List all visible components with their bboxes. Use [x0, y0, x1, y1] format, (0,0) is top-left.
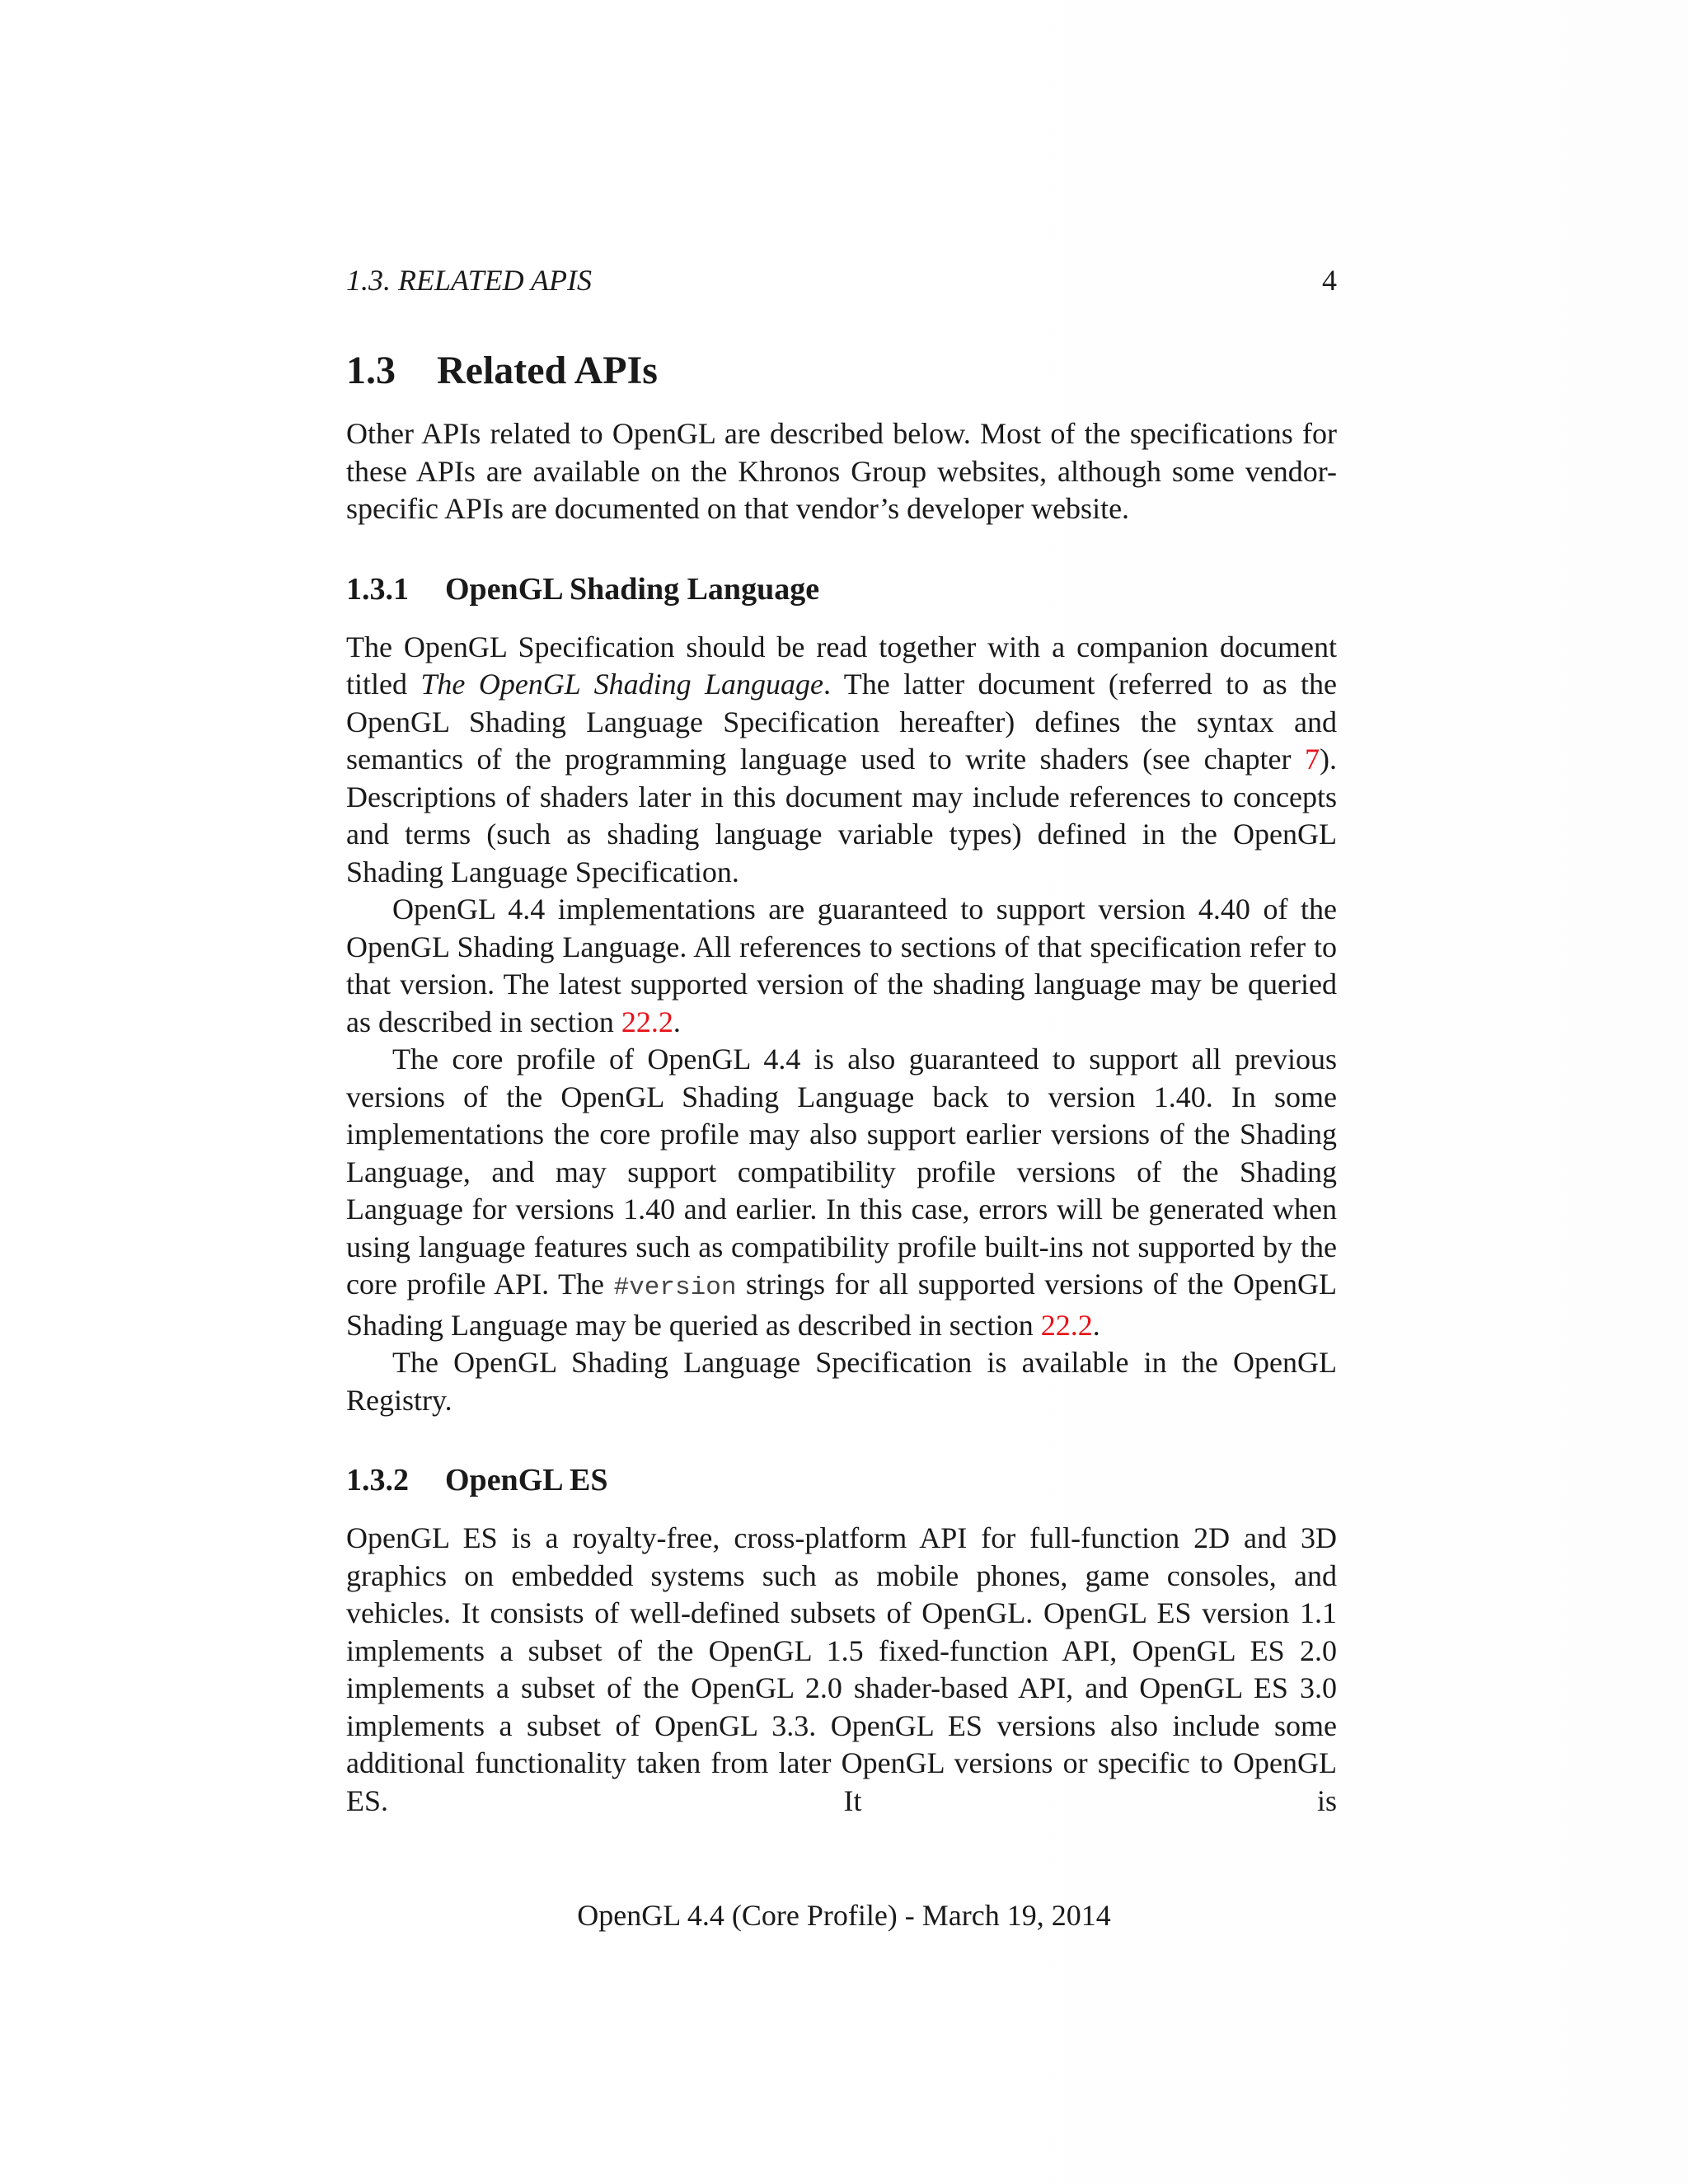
subsection-number: 1.3.2 [346, 1463, 409, 1497]
glsl-p3-text-c: . [1092, 1308, 1100, 1342]
glsl-paragraph-4: The OpenGL Shading Language Specification is available in the OpenGL Registry. [346, 1346, 1337, 1417]
chapter-7-link[interactable]: 7 [1305, 743, 1320, 776]
glsl-spec-title: The OpenGL Shading Language [420, 668, 823, 701]
page-content [346, 346, 1337, 1820]
glsl-p2-text-a: OpenGL 4.4 implementations are guaranteed to support version 4.40 of the OpenGL Shading Language. All references to sections of that specification refer to that version. The latest supported version of the shading language may be queried as described in section [346, 893, 1337, 1038]
version-directive-code: #version [613, 1273, 737, 1302]
glsl-paragraph-1 [346, 629, 1337, 892]
glsl-p1-text-c: ). Descriptions of shaders later in this document may include references to concepts and terms (such as shading language variable types) defined in the OpenGL Shading Language Specification. [346, 743, 1337, 888]
section-heading [346, 346, 1337, 396]
subsection-heading-shading-language [346, 569, 1337, 609]
section-title: Related APIs [437, 349, 658, 392]
glsl-p3-text-b: strings for all supported versions of the OpenGL Shading Language may be queried as described in section [346, 1268, 1337, 1342]
running-title: 1.3. RELATED APIS [346, 264, 592, 297]
section-number: 1.3 [346, 349, 396, 392]
section-22-2-link[interactable]: 22.2 [1040, 1308, 1093, 1342]
glsl-p1-text-a: The OpenGL Specification should be read together with a companion document titled [346, 630, 1337, 701]
glsl-p2-text-b: . [673, 1005, 681, 1038]
glsl-p1-text-b: . The latter document (referred to as the OpenGL Shading Language Specification hereafter) defines the syntax and semantics of the programming language used to write shaders (see chapter [346, 668, 1337, 776]
glsl-paragraph-3 [346, 1041, 1337, 1344]
subsection-heading-opengl-es [346, 1460, 1337, 1500]
opengl-es-paragraph-1: OpenGL ES is a royalty-free, cross-platform API for full-function 2D and 3D graphics on embedded systems such as mobile phones, game consoles, and vehicles. It consists of well-defined subsets of OpenGL. OpenGL ES version 1.1 implements a subset of the OpenGL 1.5 fixed-function API, OpenGL ES 2.0 implements a subset of the OpenGL 2.0 shader-based API, and OpenGL ES 3.0 implements a subset of OpenGL 3.3. OpenGL ES versions also include some additional functionality taken from later OpenGL versions or specific to OpenGL ES. It is [346, 1521, 1337, 1817]
page-footer: OpenGL 4.4 (Core Profile) - March 19, 2014 [577, 1899, 1111, 1932]
section-22-2-link[interactable]: 22.2 [621, 1005, 673, 1038]
subsection-title: OpenGL ES [445, 1463, 608, 1497]
glsl-paragraph-2 [346, 891, 1337, 1041]
page-number: 4 [1322, 264, 1337, 297]
running-header [346, 262, 1337, 298]
section-intro-paragraph: Other APIs related to OpenGL are described below. Most of the specifications for these APIs are available on the Khronos Group websites, although some vendor-specific APIs are documented on that vendor’s developer website. [346, 417, 1337, 525]
subsection-number: 1.3.1 [346, 571, 409, 607]
subsection-title: OpenGL Shading Language [445, 571, 820, 607]
glsl-p3-text-a: The core profile of OpenGL 4.4 is also guaranteed to support all previous versions of the OpenGL Shading Language back to version 1.40. In some implementations the core profile may also support earlier versions of the Shading Language, and may support compatibility profile versions of the Shading Language for versions 1.40 and earlier. In this case, errors will be generated when using language features such as compatibility profile built-ins not supported by the core profile API. The [346, 1043, 1337, 1301]
